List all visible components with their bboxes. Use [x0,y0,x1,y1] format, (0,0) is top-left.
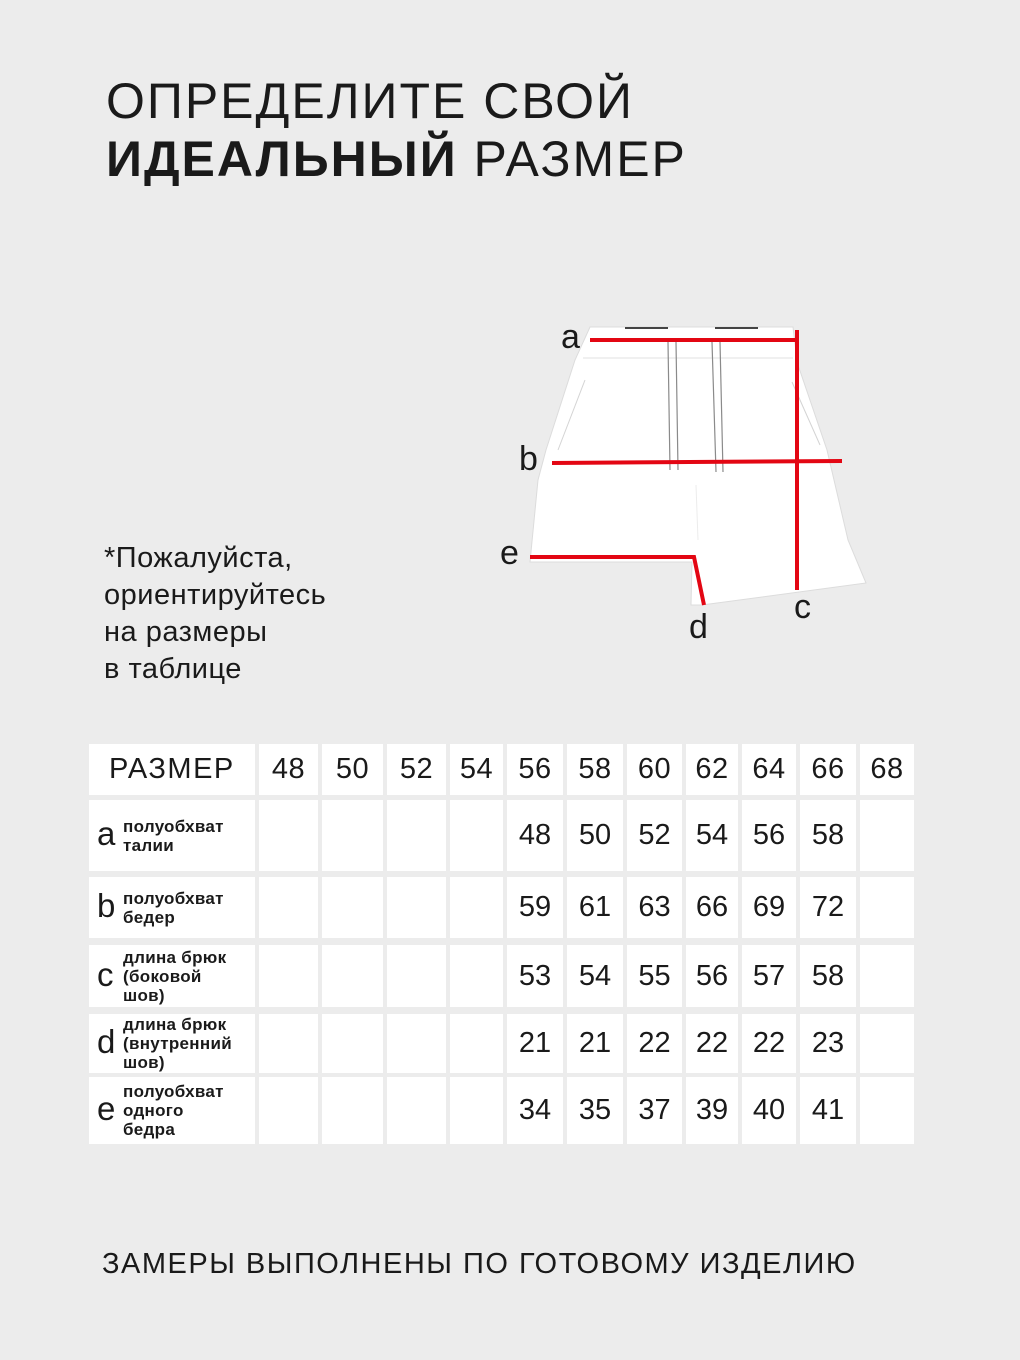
table-cell: 41 [800,1077,856,1144]
table-cell [450,1014,503,1073]
table-cell: 37 [627,1077,682,1144]
table-cell: 59 [507,877,563,938]
label-b: b [519,440,538,478]
table-cell [860,800,914,871]
table-header-size: 62 [686,744,738,795]
note-line: на размеры [104,616,268,648]
table-cell: 39 [686,1077,738,1144]
title-line-2 [106,130,687,188]
table-cell: 34 [507,1077,563,1144]
table-cell [322,800,383,871]
table-cell: 53 [507,945,563,1007]
table-cell: 69 [742,877,796,938]
table-cell: 21 [567,1014,623,1073]
table-cell: 58 [800,800,856,871]
shorts-shape [530,327,866,605]
table-cell [259,800,318,871]
table-header-label: РАЗМЕР [89,744,255,795]
footer-note: ЗАМЕРЫ ВЫПОЛНЕНЫ ПО ГОТОВОМУ ИЗДЕЛИЮ [102,1248,857,1280]
table-cell: 35 [567,1077,623,1144]
table-cell: 21 [507,1014,563,1073]
row-label-d [89,1014,255,1073]
title-bold-word: ИДЕАЛЬНЫЙ [106,131,458,187]
row-label-e [89,1077,255,1144]
row-letter: a [97,815,116,852]
table-cell [259,1014,318,1073]
note-line: *Пожалуйста, [104,542,293,574]
table-cell: 50 [567,800,623,871]
table-header-size: 64 [742,744,796,795]
table-cell: 57 [742,945,796,1007]
table-header-size: 56 [507,744,563,795]
table-cell: 22 [627,1014,682,1073]
page-title [106,72,687,188]
table-cell [860,1014,914,1073]
table-cell [860,877,914,938]
table-cell: 22 [686,1014,738,1073]
row-letter: e [97,1090,116,1127]
table-cell [322,945,383,1007]
table-cell: 40 [742,1077,796,1144]
table-cell: 66 [686,877,738,938]
table-cell: 55 [627,945,682,1007]
table-cell [322,877,383,938]
label-d: d [689,608,708,646]
table-cell [450,945,503,1007]
table-header-size: 58 [567,744,623,795]
table-cell: 52 [627,800,682,871]
table-cell [322,1014,383,1073]
table-cell [259,945,318,1007]
row-description: длина брюк (боковой шов) [123,947,227,1005]
row-description: полуобхват талии [123,816,224,855]
table-cell [860,1077,914,1144]
row-label-c [89,945,255,1007]
table-cell [387,877,446,938]
measure-e-d-line [530,557,704,605]
note-line: ориентируйтесь [104,579,327,611]
table-cell: 58 [800,945,856,1007]
table-header-size: 68 [860,744,914,795]
label-c: c [794,588,811,626]
table-header-size: 48 [259,744,318,795]
title-line-1: ОПРЕДЕЛИТЕ СВОЙ [106,73,634,129]
row-label-b [89,877,255,938]
row-letter: b [97,887,116,924]
row-letter: d [97,1023,116,1060]
table-cell [322,1077,383,1144]
table-cell [860,945,914,1007]
shorts-diagram [490,300,890,660]
table-header-size: 54 [450,744,503,795]
table-cell: 72 [800,877,856,938]
table-cell: 54 [686,800,738,871]
table-cell [387,945,446,1007]
size-note [104,540,326,688]
table-header-size: 50 [322,744,383,795]
row-description: полуобхват одного бедра [123,1082,224,1139]
table-cell: 22 [742,1014,796,1073]
label-e: e [500,534,519,572]
title-rest: РАЗМЕР [457,131,687,187]
row-description: длина брюк (внутренний шов) [123,1015,232,1072]
table-cell [259,1077,318,1144]
table-cell: 54 [567,945,623,1007]
table-cell [387,1014,446,1073]
label-a: a [561,318,580,356]
table-cell [450,800,503,871]
row-label-a [89,800,255,871]
table-header-size: 52 [387,744,446,795]
table-cell [387,1077,446,1144]
row-description: полуобхват бедер [123,888,224,927]
note-line: в таблице [104,653,242,685]
table-cell [387,800,446,871]
table-cell: 23 [800,1014,856,1073]
table-cell: 61 [567,877,623,938]
table-cell: 56 [742,800,796,871]
table-cell: 63 [627,877,682,938]
row-letter: c [97,955,114,993]
table-cell: 56 [686,945,738,1007]
table-header-size: 66 [800,744,856,795]
table-cell: 48 [507,800,563,871]
table-cell [259,877,318,938]
table-cell [450,877,503,938]
table-header-size: 60 [627,744,682,795]
table-cell [450,1077,503,1144]
